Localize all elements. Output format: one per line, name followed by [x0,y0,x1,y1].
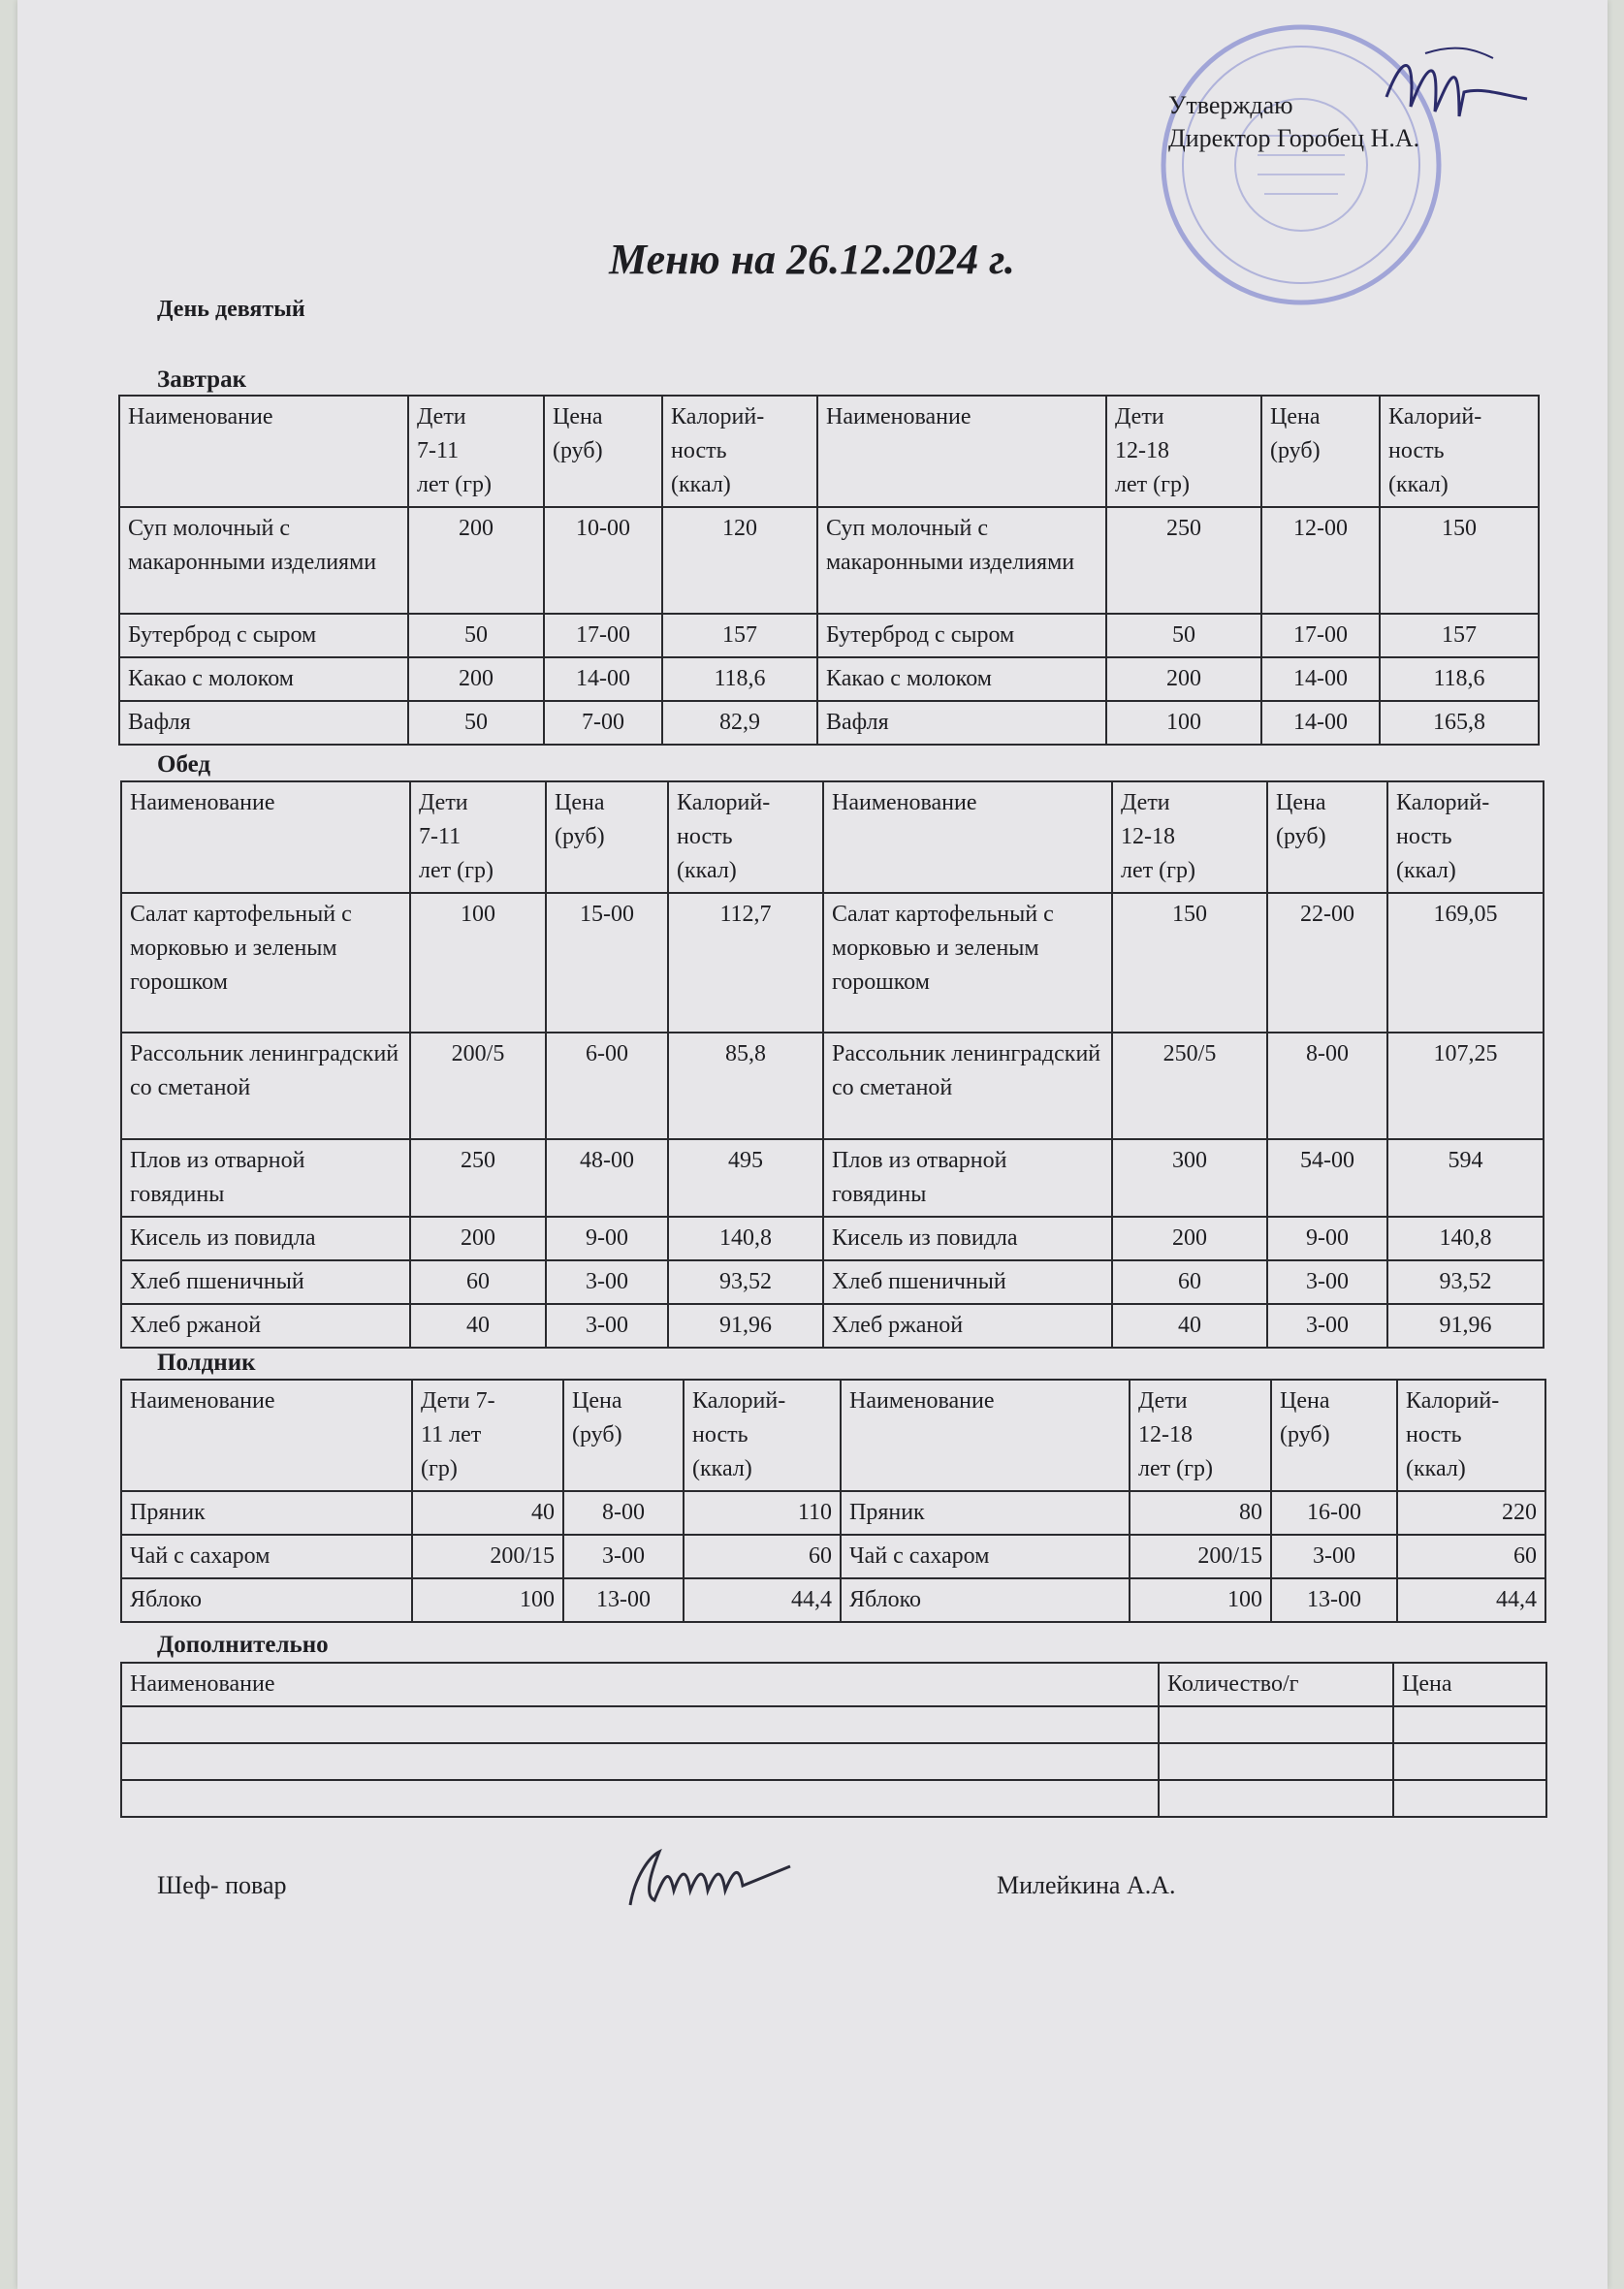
approval-block [1168,89,1419,155]
column-header: Дети 7- 11 лет (гр) [412,1380,563,1491]
table-cell: 100 [412,1578,563,1622]
table-cell: Салат картофельный с морковью и зеленым горошком [121,893,410,1033]
table-cell: 3-00 [1267,1304,1387,1348]
table-cell: 200/5 [410,1033,546,1139]
table-cell: Чай с сахаром [841,1535,1130,1578]
table-cell: 200/15 [412,1535,563,1578]
empty-cell [1159,1743,1393,1780]
table-cell: 250 [1106,507,1261,614]
table-row [119,657,1539,701]
column-header: Количество/г [1159,1663,1393,1706]
lunch-table [120,780,1544,1349]
table-cell: Пряник [841,1491,1130,1535]
table-cell: 60 [1397,1535,1545,1578]
table-cell: 165,8 [1380,701,1539,745]
table-cell: Кисель из повидла [823,1217,1112,1260]
table-cell: 200 [1106,657,1261,701]
table-cell: 150 [1380,507,1539,614]
table-cell: 60 [684,1535,841,1578]
chef-label: Шеф- повар [157,1871,287,1899]
lunch-header-row [121,781,1544,893]
table-cell: 91,96 [1387,1304,1544,1348]
table-cell: 14-00 [1261,657,1380,701]
table-cell: 40 [1112,1304,1267,1348]
table-cell: Суп молочный с макаронными изделиями [119,507,408,614]
column-header: Дети 12-18 лет (гр) [1106,396,1261,507]
column-header: Цена (руб) [1267,781,1387,893]
empty-cell [1393,1780,1546,1817]
empty-cell [1393,1743,1546,1780]
table-cell: 200 [408,507,544,614]
table-cell: Яблоко [841,1578,1130,1622]
table-cell: Хлеб пшеничный [823,1260,1112,1304]
table-cell: 44,4 [1397,1578,1545,1622]
table-cell: Чай с сахаром [121,1535,412,1578]
table-cell: 3-00 [563,1535,684,1578]
table-cell: 54-00 [1267,1139,1387,1217]
table-cell: 220 [1397,1491,1545,1535]
snack-section-title: Полдник [157,1350,256,1376]
table-row [121,1139,1544,1217]
table-cell: 157 [662,614,817,657]
column-header: Калорий- ность (ккал) [684,1380,841,1491]
column-header: Дети 7-11 лет (гр) [408,396,544,507]
breakfast-section-title: Завтрак [157,366,246,393]
extra-table [120,1662,1547,1818]
chef-name: Милейкина А.А. [997,1871,1176,1899]
table-cell: 40 [412,1491,563,1535]
table-cell: Салат картофельный с морковью и зеленым горошком [823,893,1112,1033]
table-cell: 140,8 [668,1217,823,1260]
table-cell: 3-00 [1267,1260,1387,1304]
table-cell: Плов из отварной говядины [823,1139,1112,1217]
chef-signature-icon [621,1837,795,1915]
table-cell: 250/5 [1112,1033,1267,1139]
table-cell: 60 [1112,1260,1267,1304]
table-row [121,1706,1546,1743]
column-header: Наименование [823,781,1112,893]
column-header: Калорий- ность (ккал) [1387,781,1544,893]
table-cell: 8-00 [563,1491,684,1535]
table-cell: 80 [1130,1491,1271,1535]
table-row [121,1578,1545,1622]
table-cell: 100 [1130,1578,1271,1622]
table-cell: Плов из отварной говядины [121,1139,410,1217]
table-cell: 50 [1106,614,1261,657]
approval-line-2: Директор Горобец Н.А. [1168,124,1420,152]
table-cell: 169,05 [1387,893,1544,1033]
table-cell: Рассольник ленинградский со сметаной [121,1033,410,1139]
table-cell: Кисель из повидла [121,1217,410,1260]
table-row [121,1535,1545,1578]
table-row [121,1217,1544,1260]
column-header: Наименование [119,396,408,507]
table-cell: Хлеб ржаной [823,1304,1112,1348]
table-cell: 50 [408,701,544,745]
table-cell: 110 [684,1491,841,1535]
column-header: Наименование [841,1380,1130,1491]
table-cell: Хлеб пшеничный [121,1260,410,1304]
table-cell: Вафля [817,701,1106,745]
lunch-section-title: Обед [157,751,211,778]
empty-cell [121,1743,1159,1780]
table-cell: 82,9 [662,701,817,745]
column-header: Калорий- ность (ккал) [1397,1380,1545,1491]
table-cell: 13-00 [563,1578,684,1622]
table-cell: 118,6 [1380,657,1539,701]
table-cell: 100 [410,893,546,1033]
table-cell: Суп молочный с макаронными изделиями [817,507,1106,614]
table-cell: 93,52 [668,1260,823,1304]
table-cell: 495 [668,1139,823,1217]
table-cell: Бутерброд с сыром [817,614,1106,657]
table-cell: 8-00 [1267,1033,1387,1139]
table-cell: 118,6 [662,657,817,701]
table-cell: Пряник [121,1491,412,1535]
table-cell: 22-00 [1267,893,1387,1033]
table-cell: 50 [408,614,544,657]
table-cell: 91,96 [668,1304,823,1348]
day-label: День девятый [157,297,305,322]
table-row [121,1780,1546,1817]
table-cell: Рассольник ленинградский со сметаной [823,1033,1112,1139]
table-cell: 48-00 [546,1139,668,1217]
table-cell: 40 [410,1304,546,1348]
table-cell: 85,8 [668,1033,823,1139]
table-cell: 3-00 [546,1260,668,1304]
column-header: Цена (руб) [563,1380,684,1491]
table-cell: 594 [1387,1139,1544,1217]
table-cell: 17-00 [1261,614,1380,657]
table-cell: 300 [1112,1139,1267,1217]
table-cell: 7-00 [544,701,662,745]
table-cell: Вафля [119,701,408,745]
column-header: Наименование [121,1380,412,1491]
table-cell: 200 [410,1217,546,1260]
table-cell: 3-00 [546,1304,668,1348]
extra-section-title: Дополнительно [157,1632,329,1658]
table-cell: 6-00 [546,1033,668,1139]
table-cell: 140,8 [1387,1217,1544,1260]
table-cell: 13-00 [1271,1578,1397,1622]
snack-header-row [121,1380,1545,1491]
table-cell: 250 [410,1139,546,1217]
empty-cell [1159,1780,1393,1817]
table-row [121,893,1544,1033]
table-cell: 12-00 [1261,507,1380,614]
column-header: Наименование [121,1663,1159,1706]
column-header: Цена (руб) [544,396,662,507]
empty-cell [1393,1706,1546,1743]
empty-cell [121,1780,1159,1817]
table-cell: 60 [410,1260,546,1304]
table-cell: Бутерброд с сыром [119,614,408,657]
column-header: Дети 7-11 лет (гр) [410,781,546,893]
approval-line-1: Утверждаю [1168,91,1293,119]
table-cell: 9-00 [546,1217,668,1260]
column-header: Наименование [121,781,410,893]
table-cell: 14-00 [544,657,662,701]
table-row [121,1260,1544,1304]
column-header: Дети 12-18 лет (гр) [1112,781,1267,893]
column-header: Цена (руб) [1271,1380,1397,1491]
column-header: Калорий- ность (ккал) [1380,396,1539,507]
table-cell: 150 [1112,893,1267,1033]
table-cell: 112,7 [668,893,823,1033]
table-row [121,1304,1544,1348]
table-cell: 44,4 [684,1578,841,1622]
snack-table [120,1379,1546,1623]
table-cell: Хлеб ржаной [121,1304,410,1348]
empty-cell [121,1706,1159,1743]
table-cell: 120 [662,507,817,614]
table-cell: Какао с молоком [119,657,408,701]
table-cell: 9-00 [1267,1217,1387,1260]
breakfast-table [118,395,1540,746]
table-cell: 200/15 [1130,1535,1271,1578]
menu-title: Меню на 26.12.2024 г. [609,236,1015,283]
extra-header-row [121,1663,1546,1706]
breakfast-header-row [119,396,1539,507]
empty-cell [1159,1706,1393,1743]
table-cell: 15-00 [546,893,668,1033]
table-cell: Яблоко [121,1578,412,1622]
table-cell: 17-00 [544,614,662,657]
table-cell: 100 [1106,701,1261,745]
table-row [119,701,1539,745]
table-cell: 14-00 [1261,701,1380,745]
column-header: Калорий- ность (ккал) [668,781,823,893]
column-header: Цена (руб) [546,781,668,893]
column-header: Дети 12-18 лет (гр) [1130,1380,1271,1491]
table-cell: 10-00 [544,507,662,614]
table-cell: 157 [1380,614,1539,657]
column-header: Наименование [817,396,1106,507]
table-row [121,1033,1544,1139]
table-row [119,507,1539,614]
table-cell: 200 [1112,1217,1267,1260]
table-row [121,1491,1545,1535]
table-cell: 16-00 [1271,1491,1397,1535]
table-cell: 107,25 [1387,1033,1544,1139]
table-row [121,1743,1546,1780]
column-header: Цена (руб) [1261,396,1380,507]
column-header: Калорий- ность (ккал) [662,396,817,507]
table-cell: 93,52 [1387,1260,1544,1304]
table-cell: 200 [408,657,544,701]
table-row [119,614,1539,657]
table-cell: 3-00 [1271,1535,1397,1578]
table-cell: Какао с молоком [817,657,1106,701]
column-header: Цена [1393,1663,1546,1706]
